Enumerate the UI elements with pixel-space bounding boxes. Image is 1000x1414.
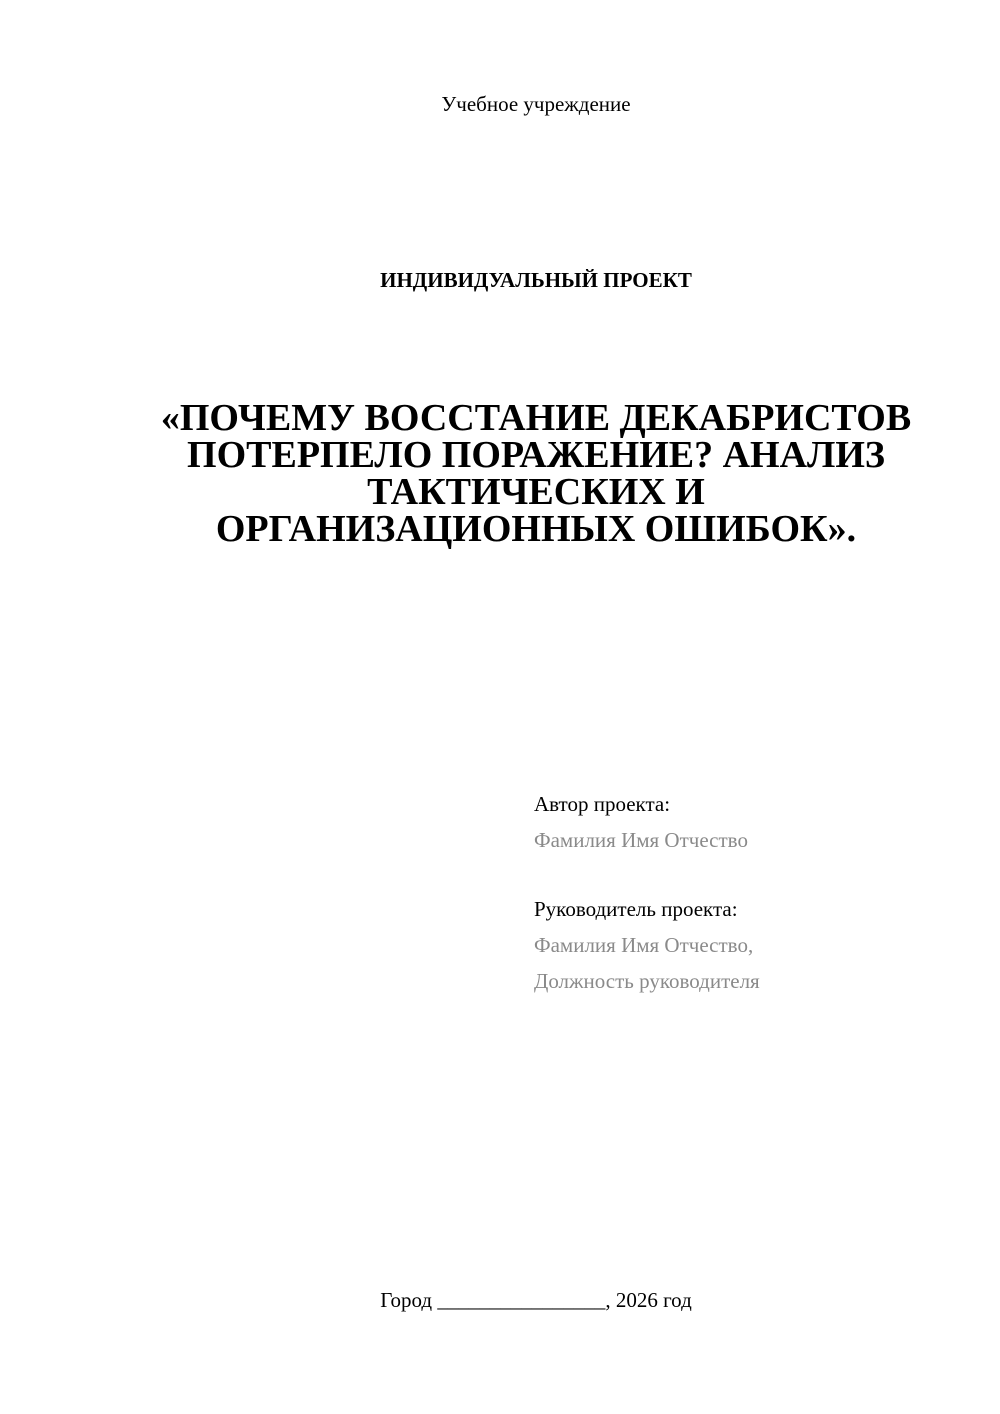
supervisor-name: Фамилия Имя Отчество, <box>534 933 754 957</box>
project-title-line: ТАКТИЧЕСКИХ И <box>367 471 705 513</box>
project-title <box>150 397 922 550</box>
author-block <box>534 786 954 858</box>
institution-name: Учебное учреждение <box>441 92 631 116</box>
project-title-line: ОРГАНИЗАЦИОННЫХ ОШИБОК». <box>215 508 857 550</box>
project-title-line: «ПОЧЕМУ ВОССТАНИЕ ДЕКАБРИСТОВ <box>160 397 912 439</box>
city-year-footer: Город ________________, 2026 год <box>380 1288 692 1312</box>
author-name: Фамилия Имя Отчество <box>534 828 748 852</box>
project-title-line: ПОТЕРПЕЛО ПОРАЖЕНИЕ? АНАЛИЗ <box>187 434 885 476</box>
author-label: Автор проекта: <box>534 792 671 816</box>
supervisor-label: Руководитель проекта: <box>534 897 738 921</box>
supervisor-block <box>534 891 954 999</box>
project-type-heading: ИНДИВИДУАЛЬНЫЙ ПРОЕКТ <box>380 268 692 292</box>
supervisor-position: Должность руководителя <box>534 969 760 993</box>
